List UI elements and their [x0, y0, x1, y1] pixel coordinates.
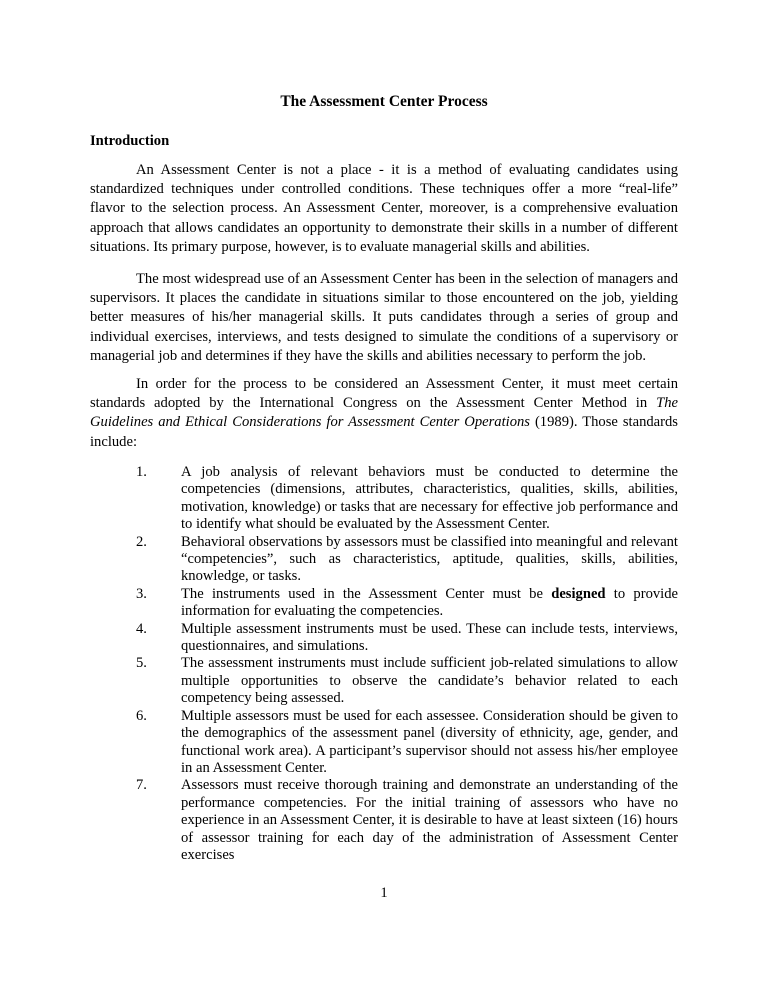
list-item [90, 586, 678, 621]
list-item-text: A job analysis of relevant behaviors must be conducted to determine the competencies (dimensions, attributes, characteristics, qualities, skills, abilities, motivation, knowledge) or tasks that are necessary for effective job performance and to identify what should be evaluated by the Assessment Center. [181, 464, 678, 533]
list-item-number: 3. [136, 585, 147, 602]
list-item [90, 621, 678, 656]
list-item [90, 777, 678, 864]
list-item-text: Behavioral observations by assessors must be classified into meaningful and relevant “competencies”, such as characteristics, aptitude, qualities, skills, abilities, knowledge, or tasks. [181, 533, 678, 585]
list-item-text: Multiple assessment instruments must be used. These can include tests, interviews, questionnaires, and simulations. [181, 620, 678, 655]
list-item-number: 2. [136, 533, 147, 550]
list-item-number: 4. [136, 620, 147, 637]
list-item-text: The assessment instruments must include sufficient job-related simulations to allow multiple opportunities to observe the candidate’s behavior related to each competency being assessed. [181, 655, 678, 707]
list-item-text-before: The instruments used in the Assessment Center must be [181, 585, 552, 602]
paragraph-2: The most widespread use of an Assessment Center has been in the selection of managers and supervisors. It places the candidate in situations similar to those encountered on the job, yielding better measures of his/her managerial skills. It puts candidates through a series of group and individual exercises, interviews, and tests designed to simulate the conditions of a supervisory or managerial job and determines if they have the skills and abilities necessary to perform the job. [90, 271, 678, 364]
list-item-number: 6. [136, 707, 147, 724]
list-item-number: 5. [136, 655, 147, 672]
list-item-number: 1. [136, 464, 147, 480]
page-title: The Assessment Center Process [280, 93, 488, 110]
list-item [90, 708, 678, 778]
page-number: 1 [380, 885, 388, 901]
paragraph-3 [90, 375, 678, 452]
paragraph-3-text-after: (1989). Those standards include: [90, 414, 678, 450]
list-item-text: Assessors must receive thorough training and demonstrate an understanding of the performance competencies. For the initial training of assessors who have no experience in an Assessment Center, it is desirable to have at least sixteen (16) hours of assessor training for each day of the administration of Assessment Center exercises [181, 777, 678, 863]
paragraph-1: An Assessment Center is not a place - it is a method of evaluating candidates using standardized techniques under controlled conditions. These techniques offer a more “real-life” flavor to the selection process. An Assessment Center, moreover, is a comprehensive evaluation approach that allows candidates an opportunity to demonstrate their skills in a number of different situations. Its primary purpose, however, is to evaluate managerial skills and abilities. [90, 162, 678, 255]
guidelines-title-italic: The Guidelines and Ethical Considerations for Assessment Center Operations [90, 395, 678, 431]
section-heading: Introduction [90, 133, 170, 149]
list-item [90, 464, 678, 534]
list-item-text: Multiple assessors must be used for each assessee. Consideration should be given to the demographics of the assessment panel (diversity of ethnicity, age, gender, and functional work area). A participant’s supervisor should not assess his/her employee in an Assessment Center. [181, 707, 678, 776]
list-item-text-after: to provide information for evaluating the competencies. [181, 585, 678, 620]
list-item [90, 534, 678, 586]
designed-bold-word: designed [551, 585, 606, 602]
standards-list [90, 464, 678, 864]
paragraph-3-text-before: In order for the process to be considered an Assessment Center, it must meet certain standards adopted by the International Congress on the Assessment Center Method in [90, 376, 678, 412]
list-item-number: 7. [136, 777, 147, 794]
list-item [90, 655, 678, 707]
